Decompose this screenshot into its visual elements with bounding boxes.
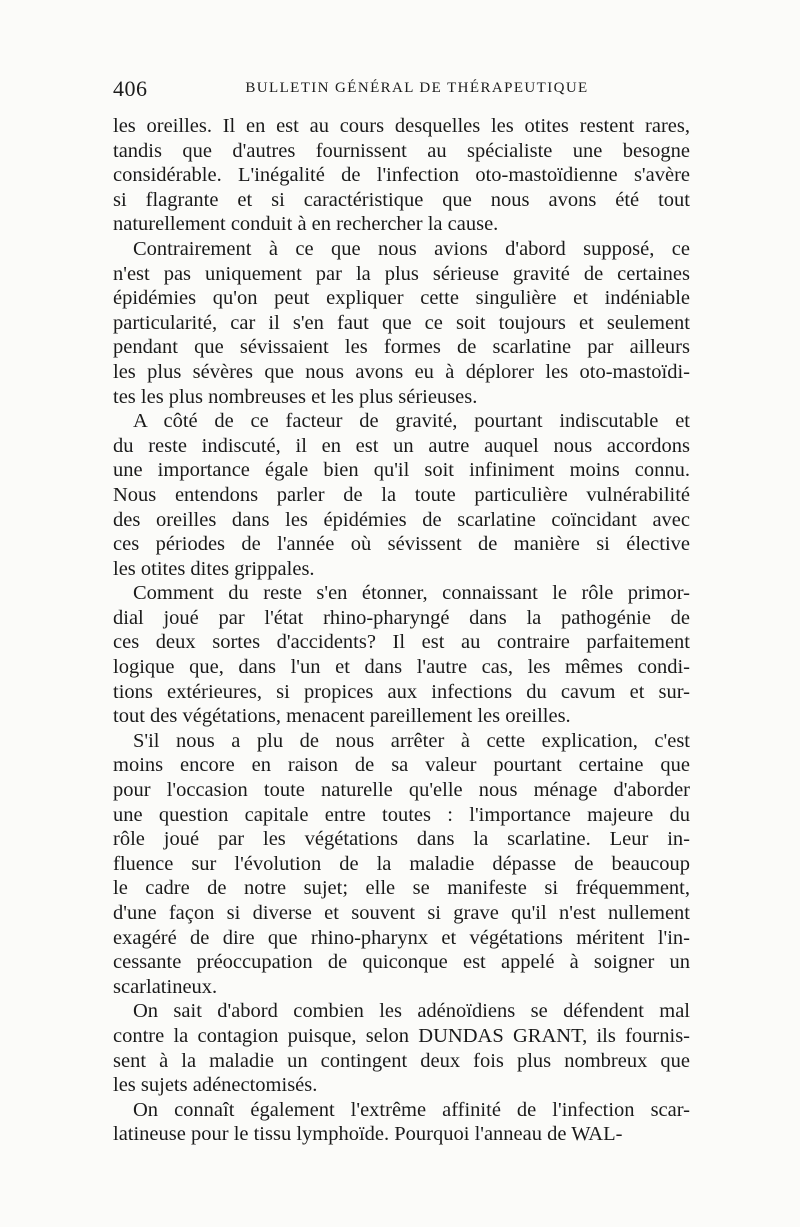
text-line: S'il nous a plu de nous arrêter à cette explication, c'est [133, 729, 690, 752]
text-line: Comment du reste s'en étonner, connaissant le rôle primor- [133, 582, 690, 605]
page-number: 406 [113, 76, 148, 101]
text-line: dial joué par l'état rhino-pharyngé dans la pathogénie de [113, 606, 690, 629]
text-line: les sujets adénectomisés. [113, 1074, 318, 1097]
text-line: moins encore en raison de sa valeur pourtant certaine que [113, 754, 690, 777]
text-line: rôle joué par les végétations dans la scarlatine. Leur in- [113, 828, 690, 851]
text-line: épidémies qu'on peut expliquer cette singulière et indéniable [113, 287, 690, 310]
text-line: naturellement conduit à en rechercher la cause. [113, 213, 499, 236]
text-line: exagéré de dire que rhino-pharynx et végétations méritent l'in- [113, 926, 690, 949]
text-line: particularité, car il s'en faut que ce soit toujours et seulement [113, 311, 690, 334]
paragraph [113, 729, 690, 1000]
text-line: contre la contagion puisque, selon DUNDAS GRANT, ils fournis- [113, 1024, 690, 1047]
text-line: les otites dites grippales. [113, 557, 315, 580]
paragraph [113, 237, 690, 409]
text-line: les plus sévères que nous avons eu à déplorer les oto-mastoïdi- [113, 360, 690, 383]
text-line: latineuse pour le tissu lymphoïde. Pourquoi l'anneau de WAL- [113, 1123, 623, 1146]
paragraph [113, 114, 690, 237]
text-line: du reste indiscuté, il en est un autre auquel nous accordons [113, 434, 690, 457]
text-line: ces périodes de l'année où sévissent de manière si élective [113, 533, 690, 556]
text-line: logique que, dans l'un et dans l'autre cas, les mêmes condi- [113, 656, 690, 679]
text-line: les oreilles. Il en est au cours desquelles les otites restent rares, [113, 115, 690, 137]
text-line: pour l'occasion toute naturelle qu'elle nous ménage d'aborder [113, 779, 690, 802]
text-line: des oreilles dans les épidémies de scarlatine coïncidant avec [113, 508, 690, 531]
running-title: BULLETIN GÉNÉRAL DE THÉRAPEUTIQUE [245, 80, 589, 96]
text-line: scarlatineux. [113, 975, 218, 998]
paragraph [113, 1098, 690, 1147]
text-line: considérable. L'inégalité de l'infection oto-mastoïdienne s'avère [113, 164, 690, 187]
text-line: d'une façon si diverse et souvent si grave qu'il n'est nullement [113, 902, 690, 924]
body-text [113, 114, 690, 1147]
text-line: tout des végétations, menacent pareillement les oreilles. [113, 705, 571, 728]
text-line: une importance égale bien qu'il soit infiniment moins connu. [113, 459, 690, 482]
text-line: On sait d'abord combien les adénoïdiens se défendent mal [133, 1000, 690, 1023]
text-line: sent à la maladie un contingent deux fois plus nombreux que [113, 1049, 690, 1072]
page-header [113, 76, 691, 102]
text-line: le cadre de notre sujet; elle se manifeste si fréquemment, [113, 877, 690, 900]
text-line: A côté de ce facteur de gravité, pourtant indiscutable et [133, 410, 690, 433]
text-line: fluence sur l'évolution de la maladie dépasse de beaucoup [113, 852, 690, 875]
text-line: cessante préoccupation de quiconque est appelé à soigner un [113, 951, 690, 974]
text-line: Contrairement à ce que nous avions d'abord supposé, ce [133, 237, 690, 260]
text-line: tions extérieures, si propices aux infections du cavum et sur- [113, 680, 690, 703]
text-line: n'est pas uniquement par la plus sérieuse gravité de certaines [113, 262, 690, 285]
text-line: si flagrante et si caractéristique que nous avons été tout [113, 188, 690, 211]
text-line: ces deux sortes d'accidents? Il est au contraire parfaitement [113, 631, 690, 654]
text-line: tandis que d'autres fournissent au spécialiste une besogne [113, 139, 690, 162]
text-line: pendant que sévissaient les formes de scarlatine par ailleurs [113, 336, 690, 359]
text-line: On connaît également l'extrême affinité de l'infection scar- [133, 1098, 690, 1121]
paragraph [113, 409, 690, 581]
text-line: tes les plus nombreuses et les plus sérieuses. [113, 385, 478, 408]
paragraph [113, 581, 690, 729]
paragraph [113, 999, 690, 1097]
text-line: une question capitale entre toutes : l'importance majeure du [113, 803, 690, 826]
text-line: Nous entendons parler de la toute particulière vulnérabilité [113, 483, 690, 506]
